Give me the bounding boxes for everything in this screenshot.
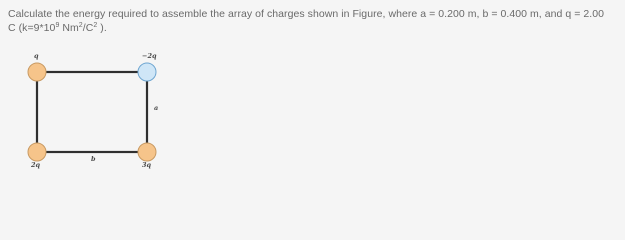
exponent-c2: 2 — [93, 21, 98, 29]
unit-nm: Nm — [59, 21, 79, 34]
label-bottom-right-charge: 3q — [142, 161, 152, 169]
question-line-2 — [8, 22, 620, 36]
charge-top-left — [28, 63, 46, 81]
charge-array-figure — [20, 44, 170, 172]
charge-bottom-left — [28, 143, 46, 161]
exponent-9: 9 — [55, 21, 60, 29]
question-end: ). — [97, 21, 107, 34]
label-bottom-left-charge: 2q — [31, 161, 41, 169]
question-text — [8, 8, 620, 35]
question-line-1: Calculate the energy required to assemble the array of charges shown in Figure, where a = 0.200 m, b = 0.400 m, and q = 2.00 — [8, 8, 605, 20]
constant-prefix: C (k=9*10 — [8, 21, 56, 34]
charge-array-diagram — [20, 44, 170, 172]
label-side-a: a — [154, 104, 159, 112]
label-top-right-charge: −2q — [142, 52, 157, 60]
rectangle-frame — [37, 72, 147, 152]
charge-top-right — [138, 63, 156, 81]
label-bottom-b: b — [91, 155, 96, 163]
exponent-m2: 2 — [78, 21, 83, 29]
charge-bottom-right — [138, 143, 156, 161]
unit-c: /C — [82, 21, 94, 34]
label-top-left-charge: q — [34, 52, 39, 60]
